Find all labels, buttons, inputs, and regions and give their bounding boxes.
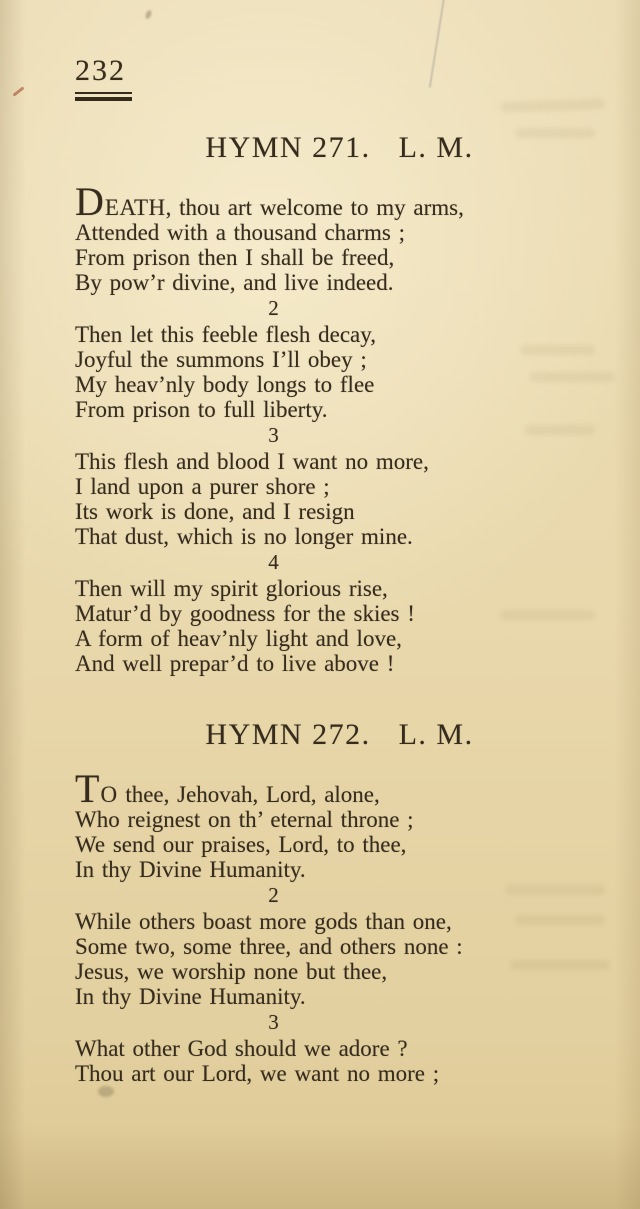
verse-line: From prison then I shall be freed, [75,245,395,270]
show-through-blemish [505,885,605,895]
show-through-blemish [515,915,605,925]
ink-speck [144,9,152,19]
drop-cap: D [75,179,105,224]
stanza-number: 2 [268,883,279,907]
verse-line: That dust, which is no longer mine. [75,524,413,549]
show-through-blemish [530,372,615,382]
drop-cap: T [75,766,101,811]
verse-line: What other God should we adore ? [75,1036,408,1061]
verse-line: And well prepar’d to live above ! [75,651,395,676]
smudge [98,1086,114,1097]
stanza-number: 4 [268,550,279,574]
verse-line: Then let this feeble flesh decay, [75,322,376,347]
drop-cap-smallcaps: O [100,782,118,807]
hymn-272-stanza-3 [75,1036,520,1086]
hymn-271 [75,131,520,676]
hymn-271-title [117,131,562,165]
hymn-272-title [117,718,562,752]
hymn-272-stanza-1 [75,766,520,882]
show-through-blemish [520,345,595,355]
stanza-number: 3 [268,423,279,447]
verse-line: Then will my spirit glorious rise, [75,576,388,601]
verse-line: While others boast more gods than one, [75,909,452,934]
verse-line: By pow’r divine, and live indeed. [75,270,394,295]
hymn-271-stanza-3 [75,449,520,549]
show-through-blemish [525,425,595,435]
verse-line: Thou art our Lord, we want no more ; [75,1061,440,1086]
verse-line: A form of heav’nly light and love, [75,626,402,651]
verse-line: Some two, some three, and others none : [75,934,463,959]
verse-line: In thy Divine Humanity. [75,984,306,1009]
first-line-text: thee, Jehovah, Lord, alone, [117,782,380,807]
verse-line: Matur’d by goodness for the skies ! [75,601,415,626]
verse-line: Jesus, we worship none but thee, [75,959,388,984]
first-line-text: , thou art welcome to my arms, [165,195,464,220]
page-content [75,56,520,1086]
hymn-272-meter: L. M. [398,718,474,751]
stanza-number: 2 [268,296,279,320]
hymn-271-meter: L. M. [398,131,474,164]
verse-line: Attended with a thousand charms ; [75,220,406,245]
hymn-272-stanza-2 [75,909,520,1009]
drop-cap-smallcaps: EATH [104,195,166,220]
hymn-271-stanza-4 [75,576,520,676]
pen-mark [12,86,24,96]
page-number: 232 [75,54,126,87]
verse-line [75,766,520,811]
verse-line: Joyful the summons I’ll obey ; [75,347,367,372]
page-number-rule [75,92,132,101]
verse-line: I land upon a purer shore ; [75,474,330,499]
verse-line: From prison to full liberty. [75,397,328,422]
verse-line: Who reignest on th’ eternal throne ; [75,807,414,832]
hymn-272 [75,718,520,1086]
hymn-272-number: HYMN 272. [205,718,371,751]
verse-line [75,179,520,224]
hymn-271-stanza-1 [75,179,520,295]
show-through-blemish [510,960,610,970]
hymn-271-stanza-2 [75,322,520,422]
verse-line: In thy Divine Humanity. [75,857,306,882]
verse-line: My heav’nly body longs to flee [75,372,375,397]
verse-line: Its work is done, and I resign [75,499,355,524]
hymn-271-number: HYMN 271. [205,131,371,164]
stanza-number: 3 [268,1010,279,1034]
verse-line: We send our praises, Lord, to thee, [75,832,407,857]
verse-line: This flesh and blood I want no more, [75,449,429,474]
